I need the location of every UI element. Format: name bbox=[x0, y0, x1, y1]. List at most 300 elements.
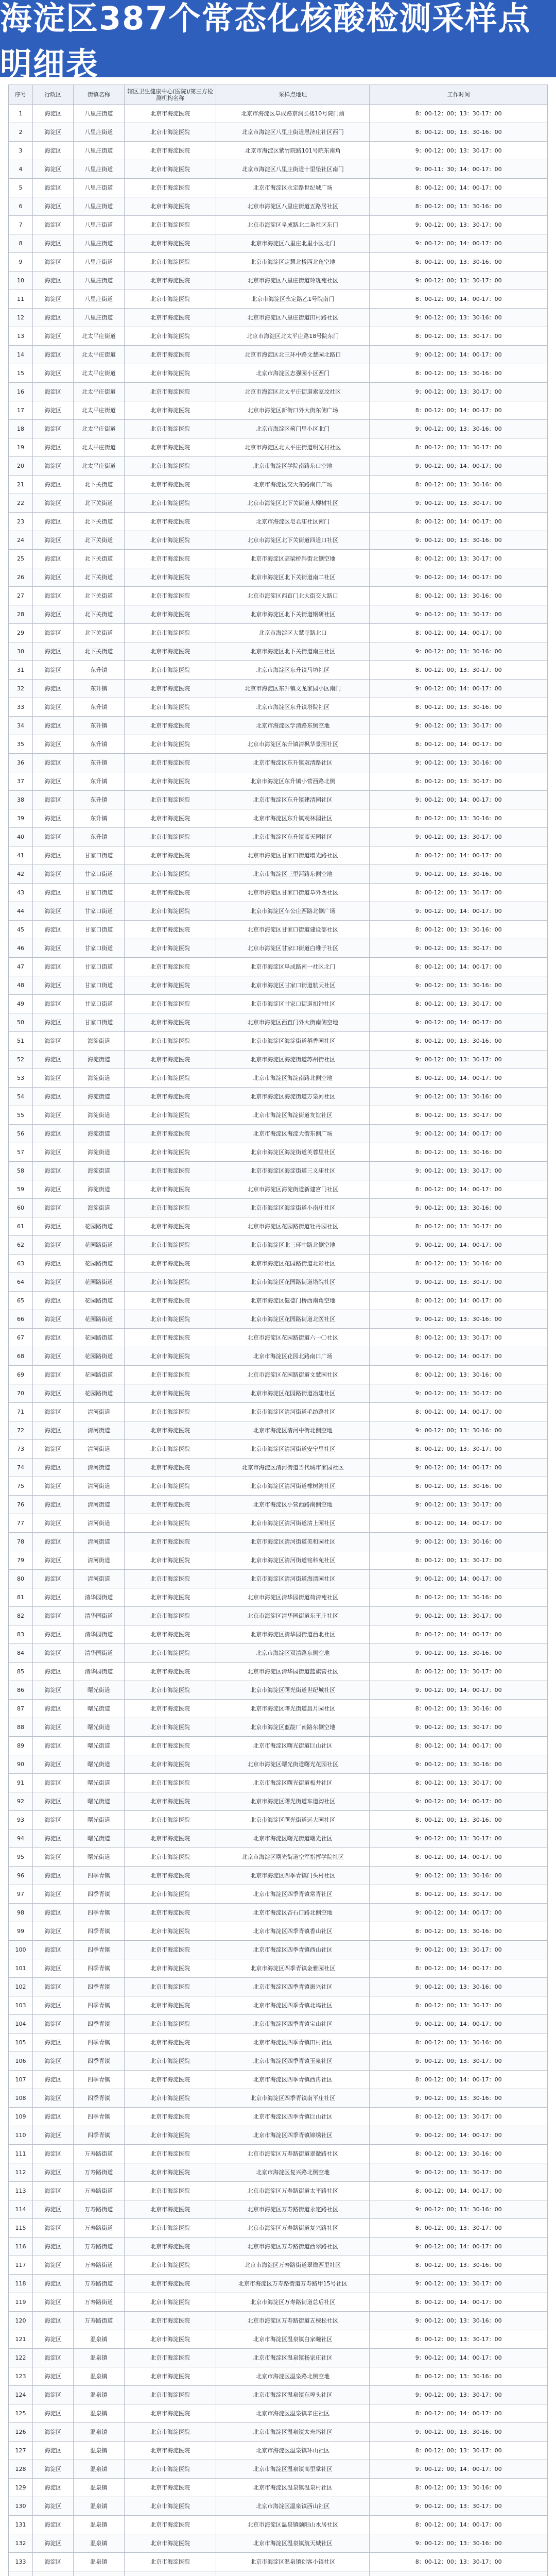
cell-hours: 8：00-12：00；13：30-16：00 bbox=[370, 1143, 548, 1162]
table-row bbox=[9, 680, 548, 698]
table-row bbox=[9, 1496, 548, 1514]
cell-address: 北京市海淀区四季青镇门头村社区 bbox=[216, 1867, 370, 1885]
table-row bbox=[9, 1162, 548, 1180]
cell-address: 北京市海淀区花园路街道北影社区 bbox=[216, 1255, 370, 1273]
cell-address: 北京市海淀区花园北路南口广场 bbox=[216, 1347, 370, 1366]
cell-address: 北京市海淀区阜成路南一社区北门 bbox=[216, 958, 370, 976]
cell-district: 海淀区 bbox=[33, 717, 74, 735]
cell-district: 海淀区 bbox=[33, 1459, 74, 1477]
cell-street: 温泉镇 bbox=[73, 2404, 124, 2423]
cell-index: 32 bbox=[9, 680, 33, 698]
cell-hours bbox=[370, 2571, 548, 2576]
cell-address: 北京市海淀区东升镇小营西路北侧 bbox=[216, 772, 370, 791]
cell-street: 东升镇 bbox=[73, 680, 124, 698]
table-row bbox=[9, 2052, 548, 2071]
cell-district: 海淀区 bbox=[33, 476, 74, 494]
cell-district: 海淀区 bbox=[33, 1718, 74, 1737]
cell-hours: 9：00-12：00；13：30-17：00 bbox=[370, 1496, 548, 1514]
cell-institution: 北京市海淀医院 bbox=[125, 1143, 216, 1162]
cell-index: 117 bbox=[9, 2256, 33, 2275]
cell-address bbox=[216, 2571, 370, 2576]
cell-institution: 北京市海淀医院 bbox=[125, 1996, 216, 2015]
cell-institution: 北京市海淀医院 bbox=[125, 1347, 216, 1366]
cell-hours: 9：00-12：00；13：30-16：00 bbox=[370, 1644, 548, 1663]
cell-index: 12 bbox=[9, 309, 33, 327]
cell-street: 四季青镇 bbox=[73, 1941, 124, 1959]
cell-institution: 北京市海淀医院 bbox=[125, 568, 216, 587]
cell-address: 北京市海淀区曙光街道曙光花园社区 bbox=[216, 1755, 370, 1774]
cell-street: 八里庄街道 bbox=[73, 179, 124, 197]
cell-address: 北京市海淀区四季青镇西冉社区 bbox=[216, 2071, 370, 2089]
cell-hours: 8：00-12：00；13：30-16：00 bbox=[370, 587, 548, 605]
cell-district: 海淀区 bbox=[33, 1978, 74, 1996]
cell-address: 北京市海淀区曙光街道远大园社区 bbox=[216, 1811, 370, 1829]
cell-address: 北京市海淀区海淀街道芙蓉里社区 bbox=[216, 1143, 370, 1162]
table-row bbox=[9, 1848, 548, 1867]
table-row bbox=[9, 1477, 548, 1496]
cell-district: 海淀区 bbox=[33, 197, 74, 216]
cell-address: 北京市海淀区温泉镇航天城社区 bbox=[216, 2534, 370, 2553]
cell-index: 118 bbox=[9, 2275, 33, 2293]
cell-street: 北太平庄街道 bbox=[73, 327, 124, 346]
cell-institution: 北京市海淀医院 bbox=[125, 2367, 216, 2386]
cell-institution: 北京市海淀医院 bbox=[125, 2312, 216, 2330]
table-row bbox=[9, 1922, 548, 1941]
cell-district: 海淀区 bbox=[33, 2089, 74, 2108]
cell-institution: 北京市海淀医院 bbox=[125, 1774, 216, 1792]
cell-index: 20 bbox=[9, 457, 33, 476]
cell-address: 北京市海淀区花园路街道塔院社区 bbox=[216, 1273, 370, 1292]
cell-district: 海淀区 bbox=[33, 1551, 74, 1570]
cell-district: 海淀区 bbox=[33, 735, 74, 754]
cell-index: 132 bbox=[9, 2534, 33, 2553]
cell-district: 海淀区 bbox=[33, 1477, 74, 1496]
cell-index: 27 bbox=[9, 587, 33, 605]
cell-street: 北下关街道 bbox=[73, 568, 124, 587]
cell-institution: 北京市海淀医院 bbox=[125, 1755, 216, 1774]
cell-district: 海淀区 bbox=[33, 605, 74, 624]
cell-index: 99 bbox=[9, 1922, 33, 1941]
cell-district: 海淀区 bbox=[33, 1384, 74, 1403]
cell-district: 海淀区 bbox=[33, 2516, 74, 2534]
cell-street: 东升镇 bbox=[73, 772, 124, 791]
table-row bbox=[9, 2182, 548, 2200]
cell-institution: 北京市海淀医院 bbox=[125, 939, 216, 958]
table-row bbox=[9, 2349, 548, 2367]
table-row bbox=[9, 105, 548, 123]
cell-hours: 9：00-12：00；13：30-16：00 bbox=[370, 754, 548, 772]
cell-street: 北下关街道 bbox=[73, 605, 124, 624]
cell-institution: 北京市海淀医院 bbox=[125, 346, 216, 364]
cell-hours: 8：00-12：00；13：30-16：00 bbox=[370, 2367, 548, 2386]
cell-hours: 8：00-12：00；14：00-17：00 bbox=[370, 401, 548, 420]
table-row bbox=[9, 142, 548, 160]
cell-address: 北京市海淀区八里庄北里小区北门 bbox=[216, 234, 370, 253]
cell-street: 八里庄街道 bbox=[73, 123, 124, 142]
cell-address: 北京市海淀区海淀大街东侧广场 bbox=[216, 1125, 370, 1143]
cell-street: 八里庄街道 bbox=[73, 160, 124, 179]
cell-institution: 北京市海淀医院 bbox=[125, 123, 216, 142]
cell-district: 海淀区 bbox=[33, 531, 74, 550]
cell-institution: 北京市海淀医院 bbox=[125, 587, 216, 605]
cell-index: 126 bbox=[9, 2423, 33, 2442]
cell-address: 北京市海淀区清河街道美和园社区 bbox=[216, 1533, 370, 1551]
cell-address: 北京市海淀区清河中街北侧空地 bbox=[216, 1421, 370, 1440]
cell-district: 海淀区 bbox=[33, 2349, 74, 2367]
cell-address: 北京市海淀区甘家口街道航天社区 bbox=[216, 976, 370, 995]
cell-district: 海淀区 bbox=[33, 1310, 74, 1329]
cell-street: 四季青镇 bbox=[73, 2089, 124, 2108]
cell-district: 海淀区 bbox=[33, 1180, 74, 1199]
cell-index: 131 bbox=[9, 2516, 33, 2534]
cell-hours: 9：00-12：00；13：30-17：00 bbox=[370, 2386, 548, 2404]
cell-index: 46 bbox=[9, 939, 33, 958]
cell-hours: 9：00-12：00；13：30-17：00 bbox=[370, 142, 548, 160]
cell-street bbox=[73, 2571, 124, 2576]
table-row bbox=[9, 1125, 548, 1143]
cell-address: 北京市海淀区阜成路京润长楼10号院门前 bbox=[216, 105, 370, 123]
cell-address: 北京市海淀区温泉镇西山社区 bbox=[216, 2497, 370, 2516]
table-row bbox=[9, 309, 548, 327]
cell-index: 60 bbox=[9, 1199, 33, 1217]
cell-index: 105 bbox=[9, 2033, 33, 2052]
cell-institution: 北京市海淀医院 bbox=[125, 1421, 216, 1440]
cell-index: 109 bbox=[9, 2108, 33, 2126]
cell-street: 北下关街道 bbox=[73, 642, 124, 661]
table-row bbox=[9, 1978, 548, 1996]
cell-index: 31 bbox=[9, 661, 33, 680]
table-row bbox=[9, 2534, 548, 2553]
cell-institution: 北京市海淀医院 bbox=[125, 1180, 216, 1199]
cell-street: 北太平庄街道 bbox=[73, 401, 124, 420]
cell-address: 北京市海淀区花园路街道六一〇社区 bbox=[216, 1329, 370, 1347]
cell-address: 北京市海淀区北三环中路北侧空地 bbox=[216, 1236, 370, 1255]
cell-district: 海淀区 bbox=[33, 995, 74, 1013]
cell-address: 北京市海淀区曙光街道世纪城社区 bbox=[216, 1681, 370, 1700]
cell-district: 海淀区 bbox=[33, 1292, 74, 1310]
cell-institution: 北京市海淀医院 bbox=[125, 2145, 216, 2163]
cell-hours: 8：00-12：00；13：30-17：00 bbox=[370, 1663, 548, 1681]
cell-address: 北京市海淀区甘家口街道建设部社区 bbox=[216, 921, 370, 939]
cell-institution: 北京市海淀医院 bbox=[125, 680, 216, 698]
cell-street: 八里庄街道 bbox=[73, 253, 124, 272]
table-row bbox=[9, 1588, 548, 1607]
cell-index: 113 bbox=[9, 2182, 33, 2200]
cell-institution: 北京市海淀医院 bbox=[125, 1811, 216, 1829]
table-row bbox=[9, 1607, 548, 1625]
cell-district: 海淀区 bbox=[33, 2238, 74, 2256]
cell-institution: 北京市海淀医院 bbox=[125, 420, 216, 438]
table-row bbox=[9, 2312, 548, 2330]
cell-address: 北京市海淀区甘家口街道增光路社区 bbox=[216, 846, 370, 865]
cell-institution: 北京市海淀医院 bbox=[125, 958, 216, 976]
cell-address: 北京市海淀区四季青镇宝山社区 bbox=[216, 2015, 370, 2033]
cell-institution: 北京市海淀医院 bbox=[125, 1922, 216, 1941]
table-row bbox=[9, 1700, 548, 1718]
cell-street: 清河街道 bbox=[73, 1570, 124, 1588]
cell-district: 海淀区 bbox=[33, 2071, 74, 2089]
table-row bbox=[9, 290, 548, 309]
cell-institution: 北京市海淀医院 bbox=[125, 2219, 216, 2238]
table-row bbox=[9, 1551, 548, 1570]
cell-district: 海淀区 bbox=[33, 1570, 74, 1588]
cell-hours: 9：00-12：00；13：30-17：00 bbox=[370, 1718, 548, 1737]
cell-hours: 9：00-12：00；14：00-17：00 bbox=[370, 1236, 548, 1255]
cell-index: 89 bbox=[9, 1737, 33, 1755]
cell-street: 花园路街道 bbox=[73, 1384, 124, 1403]
cell-address: 北京市海淀区清河街道毛纺路社区 bbox=[216, 1403, 370, 1421]
column-header-hours: 工作时间 bbox=[370, 85, 548, 105]
cell-hours: 9：00-12：00；13：30-17：00 bbox=[370, 272, 548, 290]
cell-address: 北京市海淀区四季青镇巨山社区 bbox=[216, 2108, 370, 2126]
cell-district: 海淀区 bbox=[33, 1700, 74, 1718]
cell-institution: 北京市海淀医院 bbox=[125, 1700, 216, 1718]
cell-index: 102 bbox=[9, 1978, 33, 1996]
cell-district: 海淀区 bbox=[33, 1996, 74, 2015]
cell-district: 海淀区 bbox=[33, 1217, 74, 1236]
cell-institution: 北京市海淀医院 bbox=[125, 2534, 216, 2553]
cell-street: 海淀街道 bbox=[73, 1162, 124, 1180]
cell-district: 海淀区 bbox=[33, 2460, 74, 2479]
cell-institution: 北京市海淀医院 bbox=[125, 1644, 216, 1663]
cell-street: 八里庄街道 bbox=[73, 272, 124, 290]
cell-hours: 8：00-12：00；13：30-16：00 bbox=[370, 1700, 548, 1718]
cell-district: 海淀区 bbox=[33, 865, 74, 884]
cell-street: 北太平庄街道 bbox=[73, 364, 124, 383]
cell-hours: 8：00-12：00；14：00-17：00 bbox=[370, 2071, 548, 2089]
cell-address: 北京市海淀区清华园街道蓝旗营社区 bbox=[216, 1663, 370, 1681]
cell-street: 四季青镇 bbox=[73, 2052, 124, 2071]
cell-institution: 北京市海淀医院 bbox=[125, 2071, 216, 2089]
cell-institution: 北京市海淀医院 bbox=[125, 2293, 216, 2312]
cell-district: 海淀区 bbox=[33, 2200, 74, 2219]
cell-index: 52 bbox=[9, 1050, 33, 1069]
table-row bbox=[9, 921, 548, 939]
cell-hours: 8：00-12：00；14：00-17：00 bbox=[370, 1180, 548, 1199]
table-row bbox=[9, 1236, 548, 1255]
cell-address: 北京市海淀区东升镇蓝天园社区 bbox=[216, 828, 370, 846]
cell-index: 69 bbox=[9, 1366, 33, 1384]
cell-hours: 9：00-12：00；13：30-16：00 bbox=[370, 865, 548, 884]
cell-address: 北京市海淀区北太平庄街道明光村社区 bbox=[216, 438, 370, 457]
cell-district: 海淀区 bbox=[33, 1106, 74, 1125]
cell-street: 清华园街道 bbox=[73, 1625, 124, 1644]
table-row bbox=[9, 642, 548, 661]
cell-hours: 8：00-12：00；13：30-17：00 bbox=[370, 995, 548, 1013]
cell-hours: 9：00-12：00；13：30-16：00 bbox=[370, 642, 548, 661]
cell-hours: 8：00-12：00；13：30-17：00 bbox=[370, 2330, 548, 2349]
table-row bbox=[9, 2571, 548, 2576]
cell-street: 温泉镇 bbox=[73, 2553, 124, 2571]
table-row bbox=[9, 2108, 548, 2126]
cell-street: 东升镇 bbox=[73, 754, 124, 772]
cell-institution: 北京市海淀医院 bbox=[125, 2238, 216, 2256]
cell-index: 75 bbox=[9, 1477, 33, 1496]
cell-index: 26 bbox=[9, 568, 33, 587]
cell-institution: 北京市海淀医院 bbox=[125, 2442, 216, 2460]
cell-district: 海淀区 bbox=[33, 698, 74, 717]
cell-district: 海淀区 bbox=[33, 1533, 74, 1551]
table-row bbox=[9, 1792, 548, 1811]
cell-district: 海淀区 bbox=[33, 1013, 74, 1032]
cell-institution: 北京市海淀医院 bbox=[125, 1885, 216, 1904]
table-row bbox=[9, 1904, 548, 1922]
cell-hours: 9：00-12：00；13：30-16：00 bbox=[370, 2312, 548, 2330]
cell-street: 清河街道 bbox=[73, 1421, 124, 1440]
cell-street: 温泉镇 bbox=[73, 2479, 124, 2497]
cell-institution: 北京市海淀医院 bbox=[125, 550, 216, 568]
cell-address: 北京市海淀区花园路街道文慧园社区 bbox=[216, 1366, 370, 1384]
cell-district: 海淀区 bbox=[33, 160, 74, 179]
cell-district: 海淀区 bbox=[33, 2479, 74, 2497]
cell-street: 温泉镇 bbox=[73, 2442, 124, 2460]
table-row bbox=[9, 2015, 548, 2033]
cell-address: 北京市海淀区曙光街道巨山社区 bbox=[216, 1737, 370, 1755]
cell-institution: 北京市海淀医院 bbox=[125, 624, 216, 642]
cell-street: 甘家口街道 bbox=[73, 902, 124, 921]
cell-institution: 北京市海淀医院 bbox=[125, 2497, 216, 2516]
cell-district: 海淀区 bbox=[33, 754, 74, 772]
cell-street: 八里庄街道 bbox=[73, 142, 124, 160]
cell-index: 17 bbox=[9, 401, 33, 420]
cell-hours: 8：00-12：00；13：30-16：00 bbox=[370, 2033, 548, 2052]
cell-institution: 北京市海淀医院 bbox=[125, 457, 216, 476]
cell-street: 东升镇 bbox=[73, 717, 124, 735]
cell-institution: 北京市海淀医院 bbox=[125, 902, 216, 921]
cell-district: 海淀区 bbox=[33, 1755, 74, 1774]
cell-index: 97 bbox=[9, 1885, 33, 1904]
cell-hours: 9：00-12：00；13：30-16：00 bbox=[370, 2089, 548, 2108]
cell-district: 海淀区 bbox=[33, 2256, 74, 2275]
cell-index: 25 bbox=[9, 550, 33, 568]
cell-street: 海淀街道 bbox=[73, 1125, 124, 1143]
cell-index: 59 bbox=[9, 1180, 33, 1199]
cell-address: 北京市海淀区北太平庄路18号院东门 bbox=[216, 327, 370, 346]
cell-hours: 9：00-12：00；13：30-17：00 bbox=[370, 1829, 548, 1848]
cell-district: 海淀区 bbox=[33, 1255, 74, 1273]
table-row bbox=[9, 1514, 548, 1533]
cell-institution: 北京市海淀医院 bbox=[125, 1217, 216, 1236]
column-header-district: 行政区 bbox=[33, 85, 74, 105]
cell-street: 温泉镇 bbox=[73, 2386, 124, 2404]
cell-institution: 北京市海淀医院 bbox=[125, 1904, 216, 1922]
table-row bbox=[9, 253, 548, 272]
cell-index: 21 bbox=[9, 476, 33, 494]
cell-address: 北京市海淀区清华园街道西北社区 bbox=[216, 1625, 370, 1644]
cell-street: 八里庄街道 bbox=[73, 216, 124, 234]
cell-address: 北京市海淀区海淀街道万泉河社区 bbox=[216, 1088, 370, 1106]
cell-institution: 北京市海淀医院 bbox=[125, 2479, 216, 2497]
table-row bbox=[9, 476, 548, 494]
cell-address: 北京市海淀区高梁桥斜街北侧空地 bbox=[216, 550, 370, 568]
cell-institution: 北京市海淀医院 bbox=[125, 513, 216, 531]
column-header-street: 街镇名称 bbox=[73, 85, 124, 105]
cell-index: 119 bbox=[9, 2293, 33, 2312]
cell-address: 北京市海淀区东升镇塔院社区 bbox=[216, 698, 370, 717]
cell-district: 海淀区 bbox=[33, 2293, 74, 2312]
cell-address: 北京市海淀区曙光街道板井社区 bbox=[216, 1774, 370, 1792]
cell-street: 曙光街道 bbox=[73, 1681, 124, 1700]
cell-hours: 8：00-12：00；13：30-16：00 bbox=[370, 2256, 548, 2275]
table-container bbox=[0, 77, 556, 2576]
cell-index: 100 bbox=[9, 1941, 33, 1959]
table-row bbox=[9, 884, 548, 902]
cell-institution: 北京市海淀医院 bbox=[125, 1533, 216, 1551]
table-row bbox=[9, 531, 548, 550]
cell-address: 北京市海淀区海淀街道稻香园社区 bbox=[216, 1032, 370, 1050]
cell-institution: 北京市海淀医院 bbox=[125, 2423, 216, 2442]
cell-index: 79 bbox=[9, 1551, 33, 1570]
cell-district: 海淀区 bbox=[33, 1329, 74, 1347]
cell-institution: 北京市海淀医院 bbox=[125, 1978, 216, 1996]
cell-index: 14 bbox=[9, 346, 33, 364]
cell-institution: 北京市海淀医院 bbox=[125, 142, 216, 160]
table-row bbox=[9, 383, 548, 401]
cell-institution: 北京市海淀医院 bbox=[125, 253, 216, 272]
cell-district: 海淀区 bbox=[33, 884, 74, 902]
cell-hours: 8：00-12：00；13：30-17：00 bbox=[370, 327, 548, 346]
table-row bbox=[9, 2145, 548, 2163]
cell-hours: 9：00-12：00；13：30-17：00 bbox=[370, 494, 548, 513]
cell-index: 3 bbox=[9, 142, 33, 160]
cell-institution: 北京市海淀医院 bbox=[125, 1848, 216, 1867]
cell-address: 北京市海淀区八里庄街道十里堡社区南门 bbox=[216, 160, 370, 179]
cell-index: 16 bbox=[9, 383, 33, 401]
cell-institution: 北京市海淀医院 bbox=[125, 1570, 216, 1588]
cell-institution: 北京市海淀医院 bbox=[125, 642, 216, 661]
cell-institution: 北京市海淀医院 bbox=[125, 1310, 216, 1329]
cell-district: 海淀区 bbox=[33, 550, 74, 568]
cell-street: 万寿路街道 bbox=[73, 2256, 124, 2275]
cell-district: 海淀区 bbox=[33, 772, 74, 791]
table-row bbox=[9, 791, 548, 809]
table-row bbox=[9, 1829, 548, 1848]
cell-address: 北京市海淀区北三环中路文慧园北路口 bbox=[216, 346, 370, 364]
cell-institution: 北京市海淀医院 bbox=[125, 1588, 216, 1607]
cell-hours: 9：00-11：30；14：00-17：00 bbox=[370, 160, 548, 179]
cell-district: 海淀区 bbox=[33, 2386, 74, 2404]
cell-district: 海淀区 bbox=[33, 179, 74, 197]
cell-institution: 北京市海淀医院 bbox=[125, 1255, 216, 1273]
cell-index: 127 bbox=[9, 2442, 33, 2460]
cell-street: 四季青镇 bbox=[73, 1996, 124, 2015]
table-row bbox=[9, 2404, 548, 2423]
cell-hours: 8：00-12：00；13：30-17：00 bbox=[370, 1774, 548, 1792]
cell-address: 北京市海淀区清河街道橡树湾社区 bbox=[216, 1477, 370, 1496]
cell-address: 北京市海淀区四季青镇西山社区 bbox=[216, 1941, 370, 1959]
cell-district: 海淀区 bbox=[33, 939, 74, 958]
cell-institution: 北京市海淀医院 bbox=[125, 1366, 216, 1384]
cell-index: 94 bbox=[9, 1829, 33, 1848]
cell-hours: 9：00-12：00；13：30-17：00 bbox=[370, 939, 548, 958]
cell-index: 38 bbox=[9, 791, 33, 809]
cell-institution: 北京市海淀医院 bbox=[125, 735, 216, 754]
cell-street: 温泉镇 bbox=[73, 2534, 124, 2553]
cell-address: 北京市海淀区温泉镇辛庄社区 bbox=[216, 2404, 370, 2423]
cell-hours: 8：00-12：00；14：00-17：00 bbox=[370, 846, 548, 865]
cell-hours: 9：00-12：00；13：30-16：00 bbox=[370, 531, 548, 550]
cell-hours: 8：00-12：00；14：00-17：00 bbox=[370, 290, 548, 309]
cell-hours: 8：00-12：00；13：30-16：00 bbox=[370, 1588, 548, 1607]
cell-district: 海淀区 bbox=[33, 624, 74, 642]
cell-hours: 8：00-12：00；13：30-16：00 bbox=[370, 809, 548, 828]
cell-institution: 北京市海淀医院 bbox=[125, 438, 216, 457]
cell-district: 海淀区 bbox=[33, 1904, 74, 1922]
cell-address: 北京市海淀区八里庄街道玲珑苑社区 bbox=[216, 272, 370, 290]
cell-street: 曙光街道 bbox=[73, 1792, 124, 1811]
cell-hours: 8：00-12：00；14：00-17：00 bbox=[370, 179, 548, 197]
table-row bbox=[9, 1217, 548, 1236]
